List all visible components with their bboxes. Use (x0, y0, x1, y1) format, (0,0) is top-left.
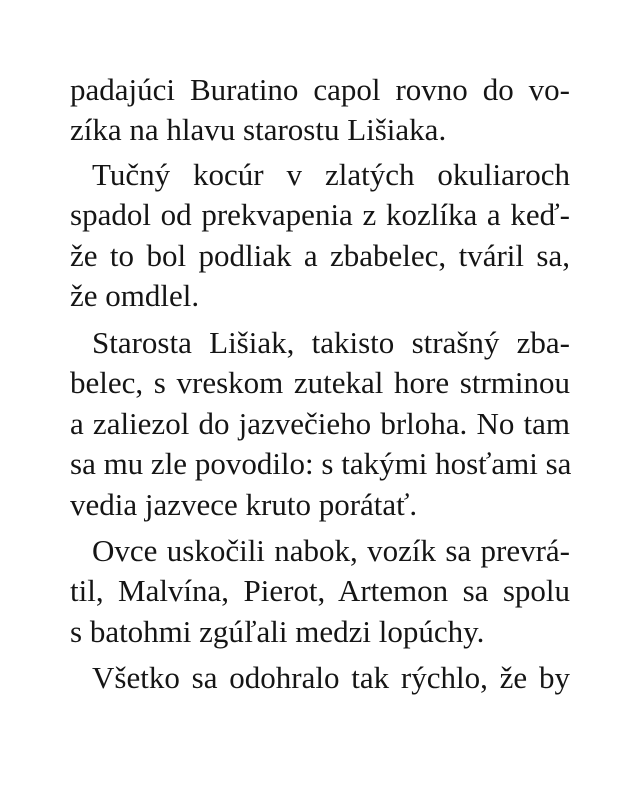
text-line: til, Malvína, Pierot, Artemon sa spolu (70, 573, 570, 608)
text-line: spadol od prekvapenia z kozlíka a keď- (70, 197, 570, 232)
text-line: Všetko sa odohralo tak rýchlo, že by (92, 660, 570, 695)
text-line: že to bol podliak a zbabelec, tváril sa, (70, 238, 570, 273)
text-line: s batohmi zgúľali medzi lopúchy. (70, 614, 485, 649)
text-line: zíka na hlavu starostu Lišiaka. (70, 112, 447, 147)
text-line: že omdlel. (70, 278, 200, 313)
text-line: Ovce uskočili nabok, vozík sa prevrá- (92, 533, 570, 568)
text-line: sa mu zle povodilo: s takými hosťami sa (70, 446, 572, 481)
text-line: a zaliezol do jazvečieho brloha. No tam (70, 406, 570, 441)
text-line: Tučný kocúr v zlatých okuliaroch (92, 157, 570, 192)
text-line: Starosta Lišiak, takisto strašný zba- (92, 325, 570, 360)
text-line: belec, s vreskom zutekal hore strminou (70, 365, 570, 400)
text-line: vedia jazvece kruto porátať. (70, 487, 418, 522)
text-line: padajúci Buratino capol rovno do vo- (70, 72, 570, 107)
